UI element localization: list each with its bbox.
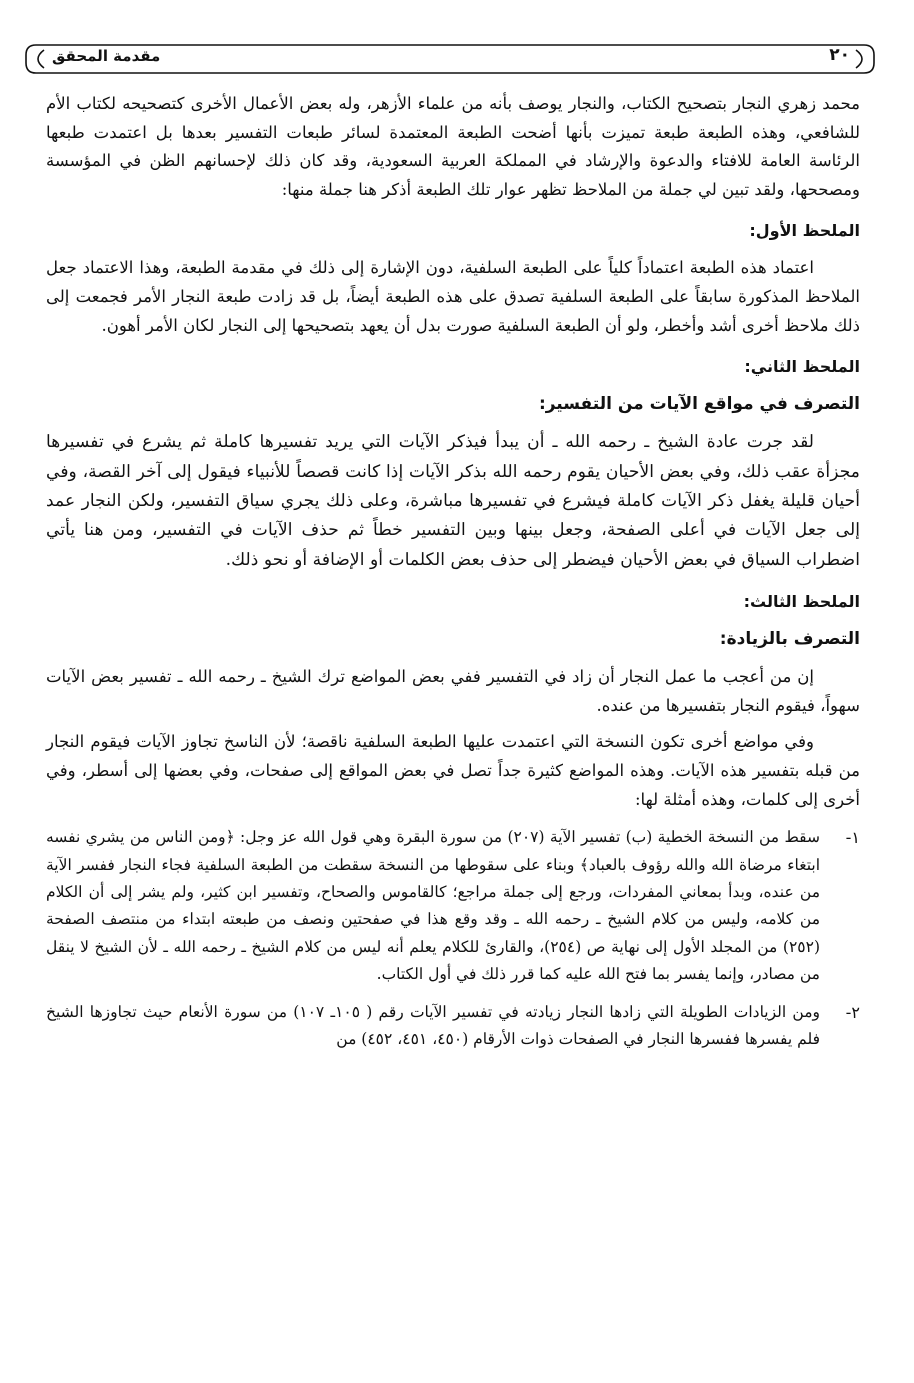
list-item-text: ومن الزيادات الطويلة التي زادها النجار زيادته في تفسير الآيات رقم ( ١٠٥ـ ١٠٧) من سورة الأنعام حيث تجاوزها الشيخ فلم يفسرها ففسرها النجار في الصفحات ذوات الأرقام (٤٥٠، ٤٥١، ٤٥٢) من <box>46 1002 820 1048</box>
paragraph-examples-intro: وفي مواضع أخرى تكون النسخة التي اعتمدت عليها الطبعة السلفية ناقصة؛ لأن الناسخ تجاوز الآيات فيقوم النجار من قبله بتفسير هذه الآيات. وهذه المواضع كثيرة جداً تصل في بعض المواقع إلى صفحات، وفي بعضها إلى أسطر، وفي أخرى إلى كلمات، وهذه أمثلة لها: <box>46 732 860 809</box>
page-number: ٢٠ <box>829 45 850 65</box>
section-heading-second-note: الملحظ الثاني: <box>744 357 860 377</box>
list-item-number: ٢- <box>845 1002 860 1022</box>
paragraph-first-note: اعتماد هذه الطبعة اعتماداً كلياً على الطبعة السلفية، دون الإشارة إلى ذلك في مقدمة الطبعة، وهذا الاعتماد جعل الملاحظ المذكورة سابقاً على الطبعة السلفية تصدق على هذه الطبعة أيضاً، بل قد زادت طبعة النجار الأمر فجمعت إلى ذلك ملاحظ أخرى أشد وأخطر، ولو أن الطبعة السلفية صورت بدل أن يعهد بتصحيحها إلى النجار لكان الأمر أهون. <box>46 258 860 335</box>
subheading-verse-placement: التصرف في مواقع الآيات من التفسير: <box>538 394 860 415</box>
page-content <box>46 90 860 1059</box>
list-item <box>46 999 860 1054</box>
paragraph-intro: محمد زهري النجار بتصحيح الكتاب، والنجار يوصف بأنه من علماء الأزهر، وله بعض الأعمال الأخرى كتصحيحه لكتاب الأم للشافعي، وهذه الطبعة طبعة تميزت بأنها أضحت الطبعة المعتمدة لسائر طبعات التفسير بعدها بل اعتمدت طبعها الرئاسة العامة للافتاء والدعوة والإرشاد في المملكة العربية السعودية، وقد كان ذلك لإحسانهم الظن في المؤسسة ومصححها، ولقد تبين لي جملة من الملاحظ تظهر عوار تلك الطبعة أذكر هنا جملة منها: <box>46 94 860 199</box>
section-heading-first-note: الملحظ الأول: <box>749 221 860 241</box>
section-heading-third-note: الملحظ الثالث: <box>743 592 860 612</box>
paragraph-third-note: إن من أعجب ما عمل النجار أن زاد في التفسير ففي بعض المواضع ترك الشيخ ـ رحمه الله ـ تفسير بعض الآيات سهواً، فيقوم النجار بتفسيرها من عنده. <box>46 667 860 715</box>
running-header <box>22 42 878 76</box>
list-item <box>46 824 860 988</box>
running-title: مقدمة المحقق <box>52 47 161 65</box>
paragraph-second-note: لقد جرت عادة الشيخ ـ رحمه الله ـ أن يبدأ فيذكر الآيات التي يريد تفسيرها كاملة ثم يشرع في تفسيرها مجزأة عقب ذلك، وفي بعض الأحيان يقوم رحمه الله بذكر الآيات إذا كانت قصصاً للأنبياء فيقول إلى آخر القصة، وفي أحيان قليلة يغفل ذكر الآيات كاملة فيشرع في تفسيرها مباشرة، وعلى ذلك يجري سياق التفسير، ولكن النجار عمد إلى جعل الآيات في أعلى الصفحة، وجعل بينها وبين التفسير خطاً ثم حذف الآيات في التفسير، ومن هنا يأتي اضطراب السياق في بعض الأحيان فيضطر إلى حذف بعض الكلمات أو الإضافة أو نحو ذلك. <box>46 432 860 570</box>
list-item-text: سقط من النسخة الخطية (ب) تفسير الآية (٢٠٧) من سورة البقرة وهي قول الله عز وجل: ﴿ومن الناس من يشري نفسه ابتغاء مرضاة الله والله رؤوف بالعباد﴾ وبناء على سقوطها من النسخة سقطت من الطبعة السلفية فجاء النجار ففسر الآية من عنده، وبدأ بمعاني المفردات، ورجع إلى جملة مراجع؛ كالقاموس والصحاح، وتفسير ابن كثير، ولم يشر إلى أن الكلام من كلامه، وليس من كلام الشيخ ـ رحمه الله ـ وقد وقع هذا في صفحتين ونصف من طبعته ابتداء من منتصف الصفحة (٢٥٢) من المجلد الأول إلى نهاية ص (٢٥٤)، والقارئ للكلام يعلم أنه ليس من كلام الشيخ ـ رحمه الله ـ لأن الشيخ لا ينقل من مصادر، وإنما يفسر بما فتح الله عليه كما قرر ذلك في أول الكتاب. <box>46 828 821 984</box>
subheading-additions: التصرف بالزيادة: <box>719 629 860 650</box>
list-item-number: ١- <box>845 828 860 848</box>
